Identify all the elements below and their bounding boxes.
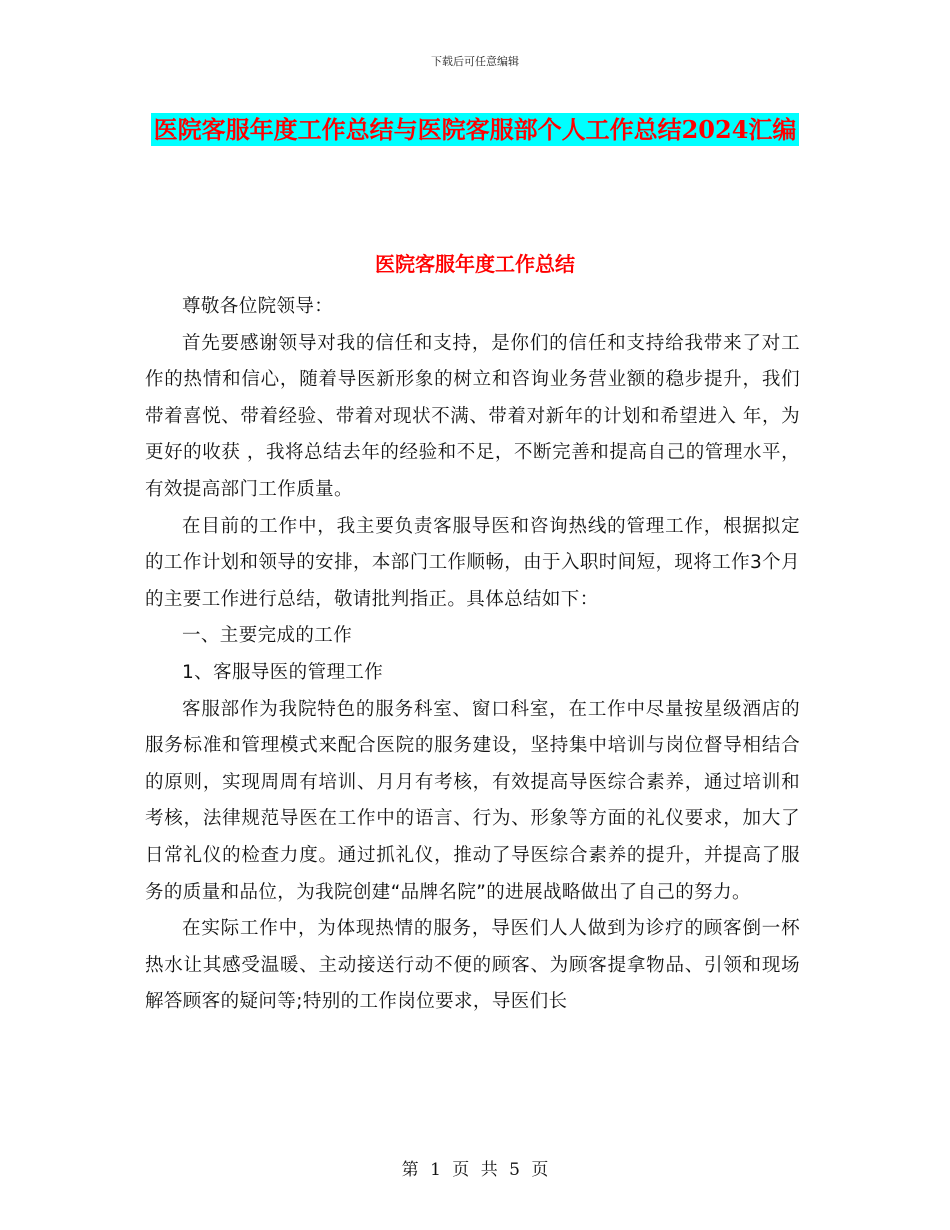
document-title-text: 医院客服年度工作总结与医院客服部个人工作总结2024汇编	[151, 113, 800, 146]
document-title	[140, 108, 810, 152]
paragraph: 首先要感谢领导对我的信任和支持，是你们的信任和支持给我带来了对工作的热情和信心，随着导医新形象的树立和咨询业务营业额的稳步提升，我们带着喜悦、带着经验、带着对现状不满、带着对新年的计划和希望进入 年，为更好的收获 ，我将总结去年的经验和不足，不断完善和提高自己的管理水平，有效提高部门工作质量。	[145, 332, 800, 500]
document-body	[145, 289, 800, 1021]
paragraph: 客服部作为我院特色的服务科室、窗口科室，在工作中尽量按星级酒店的服务标准和管理模式来配合医院的服务建设，坚持集中培训与岗位督导相结合的原则，实现周周有培训、月月有考核，有效提高导医综合素养，通过培训和考核，法律规范导医在工作中的语言、行为、形象等方面的礼仪要求，加大了日常礼仪的检查力度。通过抓礼仪，推动了导医综合素养的提升，并提高了服务的质量和品位，为我院创建“品牌名院”的进展战略做出了自己的努力。	[145, 698, 800, 903]
paragraph: 尊敬各位院领导：	[182, 296, 334, 317]
paragraph: 1、客服导医的管理工作	[182, 661, 384, 683]
paragraph: 一、主要完成的工作	[182, 625, 353, 647]
page-number: 第 1 页 共 5 页	[401, 1160, 549, 1180]
paragraph: 在实际工作中，为体现热情的服务，导医们人人做到为诊疗的顾客倒一杯热水让其感受温暖、主动接送行动不便的顾客、为顾客提拿物品、引领和现场解答顾客的疑问等;特别的工作岗位要求，导医们长	[145, 918, 800, 1013]
header-note: 下载后可任意编辑	[431, 55, 519, 68]
section-title: 医院客服年度工作总结	[375, 252, 575, 276]
paragraph: 在目前的工作中，我主要负责客服导医和咨询热线的管理工作，根据拟定的工作计划和领导的安排，本部门工作顺畅，由于入职时间短，现将工作3个月的主要工作进行总结，敬请批判指正。具体总结如下：	[145, 515, 800, 610]
